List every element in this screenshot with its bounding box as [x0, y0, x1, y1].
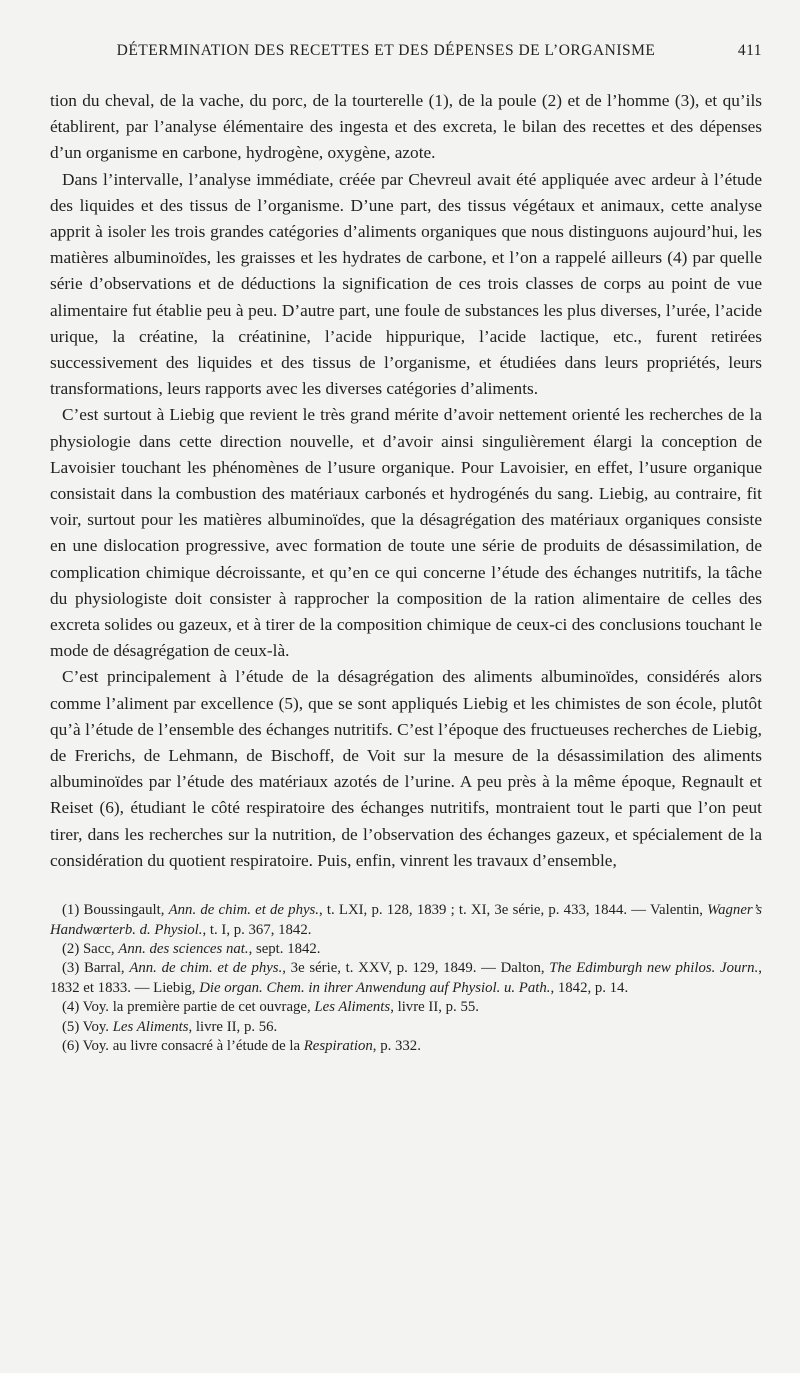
- main-text: [50, 88, 762, 874]
- footnote: (6) Voy. au livre consacré à l’étude de la Respiration, p. 332.: [62, 1037, 421, 1054]
- footnotes: [50, 901, 762, 1056]
- paragraph: C’est surtout à Liebig que revient le très grand mérite d’avoir nettement orienté les recherches de la physiologie dans cette direction nouvelle, et d’avoir ainsi singulièrement élargi la conception de Lavoisier touchant les phénomènes de l’usure organique. Pour Lavoisier, en effet, l’usure organique consistait dans la combustion des matériaux carbonés et hydrogénés du sang. Liebig, au contraire, fit voir, surtout pour les matières albuminoïdes, que la désagrégation des matériaux organiques consiste en une dislocation progressive, avec formation de toute une série de produits de désassimilation, de complication chimique décroissante, et qu’en ce qui concerne l’étude des échanges nutritifs, la tâche du physiologiste doit consister à rapprocher la composition de la ration alimentaire de celles des excreta solides ou gazeux, et à tirer de la composition chimique de ceux-ci des conclusions touchant le mode de désagrégation de ceux-là.: [50, 405, 762, 661]
- paragraph: tion du cheval, de la vache, du porc, de la tourterelle (1), de la poule (2) et de l’homme (3), et qu’ils établirent, par l’analyse élémentaire des ingesta et des excreta, le bilan des recettes et des dépenses d’un organisme en carbone, hydrogène, oxygène, azote.: [50, 91, 762, 163]
- page-number: 411: [737, 42, 762, 59]
- footnote: (5) Voy. Les Aliments, livre II, p. 56.: [62, 1018, 278, 1035]
- footnote: (1) Boussingault, Ann. de chim. et de phys., t. LXI, p. 128, 1839 ; t. XI, 3e série, p. 433, 1844. — Valentin, Wagner’s Handwœrterb. d. Physiol., t. I, p. 367, 1842.: [50, 902, 762, 938]
- footnote: (4) Voy. la première partie de cet ouvrage, Les Aliments, livre II, p. 55.: [62, 999, 479, 1016]
- running-title: DÉTERMINATION DES RECETTES ET DES DÉPENSES DE L’ORGANISME: [116, 42, 656, 59]
- paragraph: C’est principalement à l’étude de la désagrégation des aliments albuminoïdes, considérés alors comme l’aliment par excellence (5), que se sont appliqués Liebig et les chimistes de son école, plutôt qu’à l’étude de l’ensemble des échanges nutritifs. C’est l’époque des fructueuses recherches de Liebig, de Frerichs, de Lehmann, de Bischoff, de Voit sur la mesure de la désassimilation des aliments albuminoïdes par l’étude des matériaux azotés de l’urine. A peu près à la même époque, Regnault et Reiset (6), étudiant le côté respiratoire des échanges nutritifs, montraient tout le parti que l’on peut tirer, dans les recherches sur la nutrition, de l’observation des échanges gazeux, et spécialement de la considération du quotient respiratoire. Puis, enfin, vinrent les travaux d’ensemble,: [50, 667, 762, 870]
- footnote: (2) Sacc, Ann. des sciences nat., sept. 1842.: [62, 940, 321, 957]
- running-header: [50, 42, 762, 60]
- paragraph: Dans l’intervalle, l’analyse immédiate, créée par Chevreul avait été appliquée avec ardeur à l’étude des liquides et des tissus de l’organisme. D’une part, des tissus végétaux et animaux, cette analyse apprit à isoler les trois grandes catégories d’aliments organiques que nous distinguons aujourd’hui, les matières albuminoïdes, les graisses et les hydrates de carbone, et l’on a rappelé ailleurs (4) par quelle série d’observations et de déductions la signification de ces trois classes de corps au point de vue alimentaire fut établie peu à peu. D’autre part, une foule de substances les plus diverses, l’urée, l’acide urique, la créatine, la créatinine, l’acide hippurique, l’acide lactique, etc., furent retirées successivement des liquides et des tissus de l’organisme, et étudiées dans leurs propriétés, leurs transformations, leurs rapports avec les diverses catégories d’aliments.: [50, 169, 762, 399]
- footnote: (3) Barral, Ann. de chim. et de phys., 3e série, t. XXV, p. 129, 1849. — Dalton, The Edimburgh new philos. Journ., 1832 et 1833. — Liebig, Die organ. Chem. in ihrer Anwendung auf Physiol. u. Path., 1842, p. 14.: [50, 960, 762, 996]
